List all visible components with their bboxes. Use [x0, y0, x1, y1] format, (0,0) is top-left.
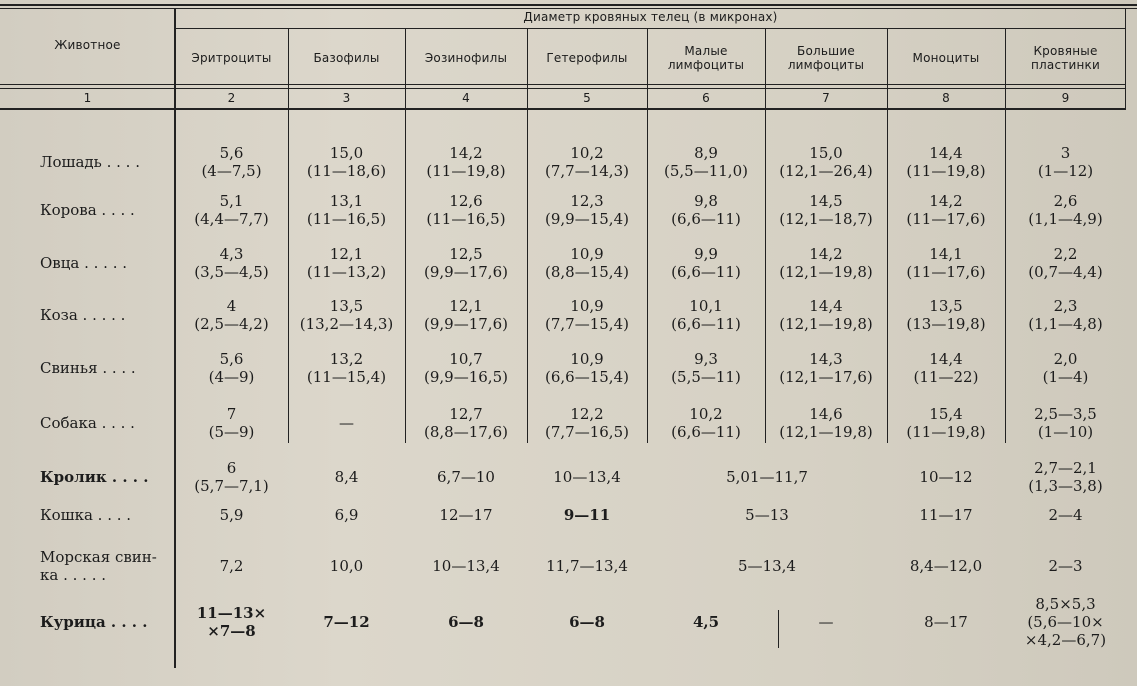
- table-cell: [647, 405, 765, 441]
- cell-line: (11—19,8): [906, 162, 986, 180]
- cell-line: (12,1—18,7): [779, 210, 873, 228]
- table-cell: [288, 144, 405, 180]
- cell-line: 7—12: [323, 613, 370, 631]
- table-cell: [1005, 459, 1126, 495]
- animal-name-line: Корова . . . .: [40, 201, 135, 219]
- cell-line: ×4,2—6,7): [1024, 631, 1107, 649]
- table-cell: [647, 557, 887, 575]
- table-cell: [288, 468, 405, 486]
- cell-line: 5,1: [219, 192, 244, 210]
- table-cell: [527, 350, 647, 386]
- cell-line: 10—13,4: [432, 557, 500, 575]
- animal-column-header: [0, 38, 175, 52]
- cell-line: (4,4—7,7): [194, 210, 269, 228]
- table-cell: [405, 557, 527, 575]
- horizontal-rule: [0, 88, 1126, 89]
- cell-line: 4,5: [692, 613, 720, 631]
- table-cell: [527, 245, 647, 281]
- cell-line: (12,1—19,8): [779, 315, 873, 333]
- horizontal-rule: [0, 8, 1137, 9]
- cell-line: 11—17: [919, 506, 973, 524]
- cell-line: 2,2: [1053, 245, 1078, 263]
- cell-line: (12,1—19,8): [779, 423, 873, 441]
- cell-line: (1,3—3,8): [1028, 477, 1103, 495]
- table-cell: [647, 613, 765, 631]
- column-header-line: пластинки: [1031, 58, 1100, 72]
- table-cell: [647, 245, 765, 281]
- table-cell: [175, 506, 288, 524]
- animal-column-label: Животное: [54, 38, 121, 52]
- table-cell: [765, 144, 887, 180]
- cell-line: 8—17: [924, 613, 968, 631]
- column-header-line: Базофилы: [313, 51, 380, 65]
- table-cell: [887, 144, 1005, 180]
- cell-line: 8,9: [694, 144, 718, 162]
- cell-line: (9,9—15,4): [545, 210, 629, 228]
- cell-line: 13,1: [329, 192, 364, 210]
- cell-line: 8,4: [334, 468, 359, 486]
- table-cell: [175, 192, 288, 228]
- table-cell: [765, 297, 887, 333]
- table-cell: [405, 506, 527, 524]
- cell-line: 8,4—12,0: [909, 557, 983, 575]
- table-cell: [1005, 506, 1126, 524]
- cell-line: (11—17,6): [906, 210, 986, 228]
- cell-line: (6,6—11): [671, 210, 741, 228]
- cell-line: 5,01—11,7: [726, 468, 808, 486]
- table-cell: [527, 144, 647, 180]
- cell-line: (7,7—15,4): [545, 315, 629, 333]
- animal-name: [40, 153, 140, 171]
- column-number: [288, 91, 405, 105]
- cell-line: 12,6: [449, 192, 483, 210]
- column-number: [1005, 91, 1126, 105]
- table-cell: [527, 506, 647, 524]
- cell-line: 14,4: [809, 297, 843, 315]
- table-cell: [765, 405, 887, 441]
- cell-line: (13—19,8): [906, 315, 986, 333]
- table-cell: [175, 557, 288, 575]
- cell-line: 15,4: [929, 405, 963, 423]
- animal-name: [40, 548, 157, 584]
- cell-line: 15,0: [329, 144, 364, 162]
- cell-line: (11—15,4): [306, 368, 387, 386]
- cell-line: (7,7—14,3): [545, 162, 629, 180]
- column-number: [765, 91, 887, 105]
- cell-line: (6,6—11): [671, 423, 741, 441]
- cell-line: (11—17,6): [906, 263, 986, 281]
- horizontal-rule: [0, 108, 1126, 110]
- cell-line: 6—8: [448, 613, 484, 631]
- table-cell: [405, 405, 527, 441]
- cell-line: 14,5: [809, 192, 843, 210]
- cell-line: (11—16,5): [306, 210, 387, 228]
- animal-name-line: Курица . . . .: [40, 613, 148, 631]
- cell-line: 10,9: [570, 350, 604, 368]
- animal-name: [40, 306, 125, 324]
- table-cell: [288, 557, 405, 575]
- table-cell: [887, 405, 1005, 441]
- cell-line: (0,7—4,4): [1028, 263, 1103, 281]
- cell-line: (12,1—17,6): [779, 368, 873, 386]
- column-header-line: Большие: [797, 44, 855, 58]
- animal-name-line: Морская свин-: [40, 548, 157, 566]
- cell-line: 5,9: [219, 506, 244, 524]
- column-header: [405, 51, 527, 65]
- table-cell: [647, 506, 887, 524]
- table-cell: [405, 350, 527, 386]
- table-cell: [887, 468, 1005, 486]
- cell-line: 5,6: [219, 350, 244, 368]
- table-cell: [288, 613, 405, 631]
- cell-line: (1—12): [1037, 162, 1094, 180]
- cell-line: 6: [226, 459, 237, 477]
- table-cell: [1005, 297, 1126, 333]
- animal-name: [40, 506, 131, 524]
- column-header: [647, 44, 765, 72]
- cell-line: 10,2: [689, 405, 723, 423]
- cell-line: (11—19,8): [426, 162, 506, 180]
- column-header: [288, 51, 405, 65]
- table-cell: [288, 414, 405, 432]
- cell-line: (9,9—17,6): [424, 263, 508, 281]
- cell-line: (5,7—7,1): [194, 477, 269, 495]
- table-cell: [1005, 350, 1126, 386]
- cell-line: 10—12: [919, 468, 973, 486]
- table-cell: [175, 144, 288, 180]
- table-cell: [175, 297, 288, 333]
- horizontal-rule: [175, 28, 1126, 29]
- table-cell: [1005, 557, 1126, 575]
- animal-name-line: Лошадь . . . .: [40, 153, 140, 171]
- cell-line: 7,2: [219, 557, 244, 575]
- cell-line: (5—9): [208, 423, 255, 441]
- horizontal-rule: [0, 84, 1126, 85]
- animal-name: [40, 254, 127, 272]
- animal-name-line: ка . . . . .: [40, 566, 106, 584]
- cell-line: 10,9: [570, 297, 604, 315]
- column-number: [0, 91, 175, 105]
- column-number-text: 9: [1061, 91, 1070, 105]
- cell-line: 13,2: [329, 350, 364, 368]
- cell-line: 14,4: [929, 350, 963, 368]
- table-cell: [887, 350, 1005, 386]
- animal-name: [40, 414, 135, 432]
- cell-line: 10,0: [329, 557, 364, 575]
- cell-line: 10,9: [570, 245, 604, 263]
- cell-line: 12,3: [570, 192, 604, 210]
- table-cell: [288, 506, 405, 524]
- table-cell: [647, 192, 765, 228]
- cell-line: 4,3: [219, 245, 244, 263]
- column-number: [175, 91, 288, 105]
- table-cell: [765, 245, 887, 281]
- cell-line: (1—10): [1037, 423, 1094, 441]
- cell-line: (11—13,2): [306, 263, 387, 281]
- cell-line: 12—17: [439, 506, 493, 524]
- cell-line: 14,4: [929, 144, 963, 162]
- cell-line: 2,6: [1053, 192, 1078, 210]
- animal-name-line: Кролик . . . .: [40, 468, 149, 486]
- cell-line: (3,5—4,5): [194, 263, 269, 281]
- cell-line: 12,1: [329, 245, 364, 263]
- column-header: [765, 44, 887, 72]
- cell-line: (11—19,8): [906, 423, 986, 441]
- cell-line: 5—13,4: [738, 557, 796, 575]
- table-cell: [527, 405, 647, 441]
- cell-line: 14,2: [809, 245, 843, 263]
- table-cell: [1005, 405, 1126, 441]
- table-cell: [527, 613, 647, 631]
- group-title: [175, 10, 1126, 24]
- cell-line: 2,7—2,1: [1034, 459, 1097, 477]
- column-number-text: 1: [83, 91, 92, 105]
- horizontal-rule: [0, 4, 1137, 6]
- cell-line: (2,5—4,2): [194, 315, 269, 333]
- table-cell: [405, 468, 527, 486]
- column-number: [647, 91, 765, 105]
- cell-line: 7: [226, 405, 237, 423]
- table-cell: [405, 144, 527, 180]
- cell-line: 2,0: [1053, 350, 1078, 368]
- table-cell: [1005, 245, 1126, 281]
- table-cell: [887, 297, 1005, 333]
- column-number-text: 8: [942, 91, 950, 105]
- cell-line: (6,6—15,4): [545, 368, 629, 386]
- table-cell: [1005, 144, 1126, 180]
- cell-line: (6,6—11): [671, 315, 741, 333]
- column-header: [527, 51, 647, 65]
- cell-line: (11—18,6): [306, 162, 387, 180]
- column-header: [887, 51, 1005, 65]
- column-number-text: 5: [583, 91, 591, 105]
- table-cell: [887, 245, 1005, 281]
- table-cell: [288, 350, 405, 386]
- cell-line: 14,3: [809, 350, 843, 368]
- cell-line: (6,6—11): [671, 263, 741, 281]
- cell-line: 13,5: [329, 297, 364, 315]
- cell-line: 11—13×: [196, 604, 267, 622]
- column-number-text: 7: [822, 91, 830, 105]
- table-cell: [527, 557, 647, 575]
- column-header-line: лимфоциты: [667, 58, 745, 72]
- table-cell: [647, 350, 765, 386]
- animal-name-line: Свинья . . . .: [40, 359, 136, 377]
- cell-line: 9—11: [563, 506, 611, 524]
- cell-line: 12,1: [449, 297, 483, 315]
- cell-line: 2—4: [1048, 506, 1083, 524]
- table-cell: [175, 459, 288, 495]
- table-cell: [527, 192, 647, 228]
- table-cell: [175, 350, 288, 386]
- table-cell: [765, 350, 887, 386]
- table-cell: [175, 604, 288, 640]
- cell-line: (9,9—16,5): [424, 368, 508, 386]
- cell-line: (7,7—16,5): [545, 423, 629, 441]
- cell-line: —: [339, 414, 354, 432]
- table-cell: [527, 297, 647, 333]
- cell-line: (12,1—19,8): [779, 263, 873, 281]
- animal-name-line: Овца . . . . .: [40, 254, 128, 272]
- column-header-line: Эритроциты: [191, 51, 272, 65]
- table-cell: [288, 245, 405, 281]
- table-cell: [527, 468, 647, 486]
- table-cell: [887, 613, 1005, 631]
- cell-line: (1—4): [1042, 368, 1089, 386]
- table-cell: [175, 405, 288, 441]
- cell-line: ×7—8: [207, 622, 256, 640]
- table-cell: [405, 245, 527, 281]
- column-header-line: Гетерофилы: [546, 51, 628, 65]
- table-cell: [1005, 192, 1126, 228]
- cell-line: (12,1—26,4): [779, 162, 873, 180]
- cell-line: 10,7: [449, 350, 483, 368]
- cell-line: (8,8—15,4): [545, 263, 629, 281]
- cell-line: 5,6: [219, 144, 244, 162]
- cell-line: 2,5—3,5: [1034, 405, 1097, 423]
- table-cell: [647, 144, 765, 180]
- animal-name: [40, 359, 136, 377]
- cell-line: (5,5—11): [671, 368, 741, 386]
- table-cell: [647, 297, 765, 333]
- cell-line: 6,7—10: [437, 468, 495, 486]
- cell-line: (1,1—4,8): [1028, 315, 1103, 333]
- column-header: [175, 51, 288, 65]
- animal-name: [40, 468, 148, 486]
- column-number-text: 4: [462, 91, 470, 105]
- cell-line: (4—7,5): [201, 162, 262, 180]
- cell-line: 9,8: [694, 192, 718, 210]
- cell-line: (4—9): [208, 368, 255, 386]
- column-number-text: 6: [702, 91, 710, 105]
- cell-line: (11—22): [913, 368, 979, 386]
- column-header-line: лимфоциты: [787, 58, 865, 72]
- column-header: [1005, 44, 1126, 72]
- column-header-line: Эозинофилы: [424, 51, 508, 65]
- column-number-text: 2: [227, 91, 236, 105]
- cell-line: (5,5—11,0): [664, 162, 748, 180]
- cell-line: 12,2: [570, 405, 604, 423]
- cell-line: 2,3: [1053, 297, 1078, 315]
- cell-line: 3: [1060, 144, 1071, 162]
- table-cell: [175, 245, 288, 281]
- table-cell: [288, 297, 405, 333]
- cell-line: 6—8: [569, 613, 605, 631]
- cell-line: 5—13: [745, 506, 789, 524]
- animal-name-line: Собака . . . .: [40, 414, 135, 432]
- table-cell: [647, 468, 887, 486]
- column-header-line: Кровяные: [1033, 44, 1098, 58]
- animal-name: [40, 613, 147, 631]
- cell-line: (9,9—17,6): [424, 315, 508, 333]
- table-cell: [288, 192, 405, 228]
- cell-line: —: [818, 613, 834, 631]
- table-cell: [1005, 595, 1126, 649]
- cell-line: 14,2: [449, 144, 483, 162]
- cell-line: 12,7: [449, 405, 483, 423]
- cell-line: 2—3: [1048, 557, 1083, 575]
- cell-line: (11—16,5): [426, 210, 506, 228]
- column-number: [405, 91, 527, 105]
- table-cell: [765, 192, 887, 228]
- cell-line: 11,7—13,4: [546, 557, 628, 575]
- cell-line: 4: [226, 297, 237, 315]
- cell-line: 10—13,4: [553, 468, 621, 486]
- column-header-line: Малые: [684, 44, 728, 58]
- table-cell: [405, 297, 527, 333]
- cell-line: (13,2—14,3): [299, 315, 394, 333]
- cell-line: 9,9: [694, 245, 718, 263]
- cell-line: (5,6—10×: [1027, 613, 1104, 631]
- cell-line: 14,6: [809, 405, 843, 423]
- table-cell: [405, 613, 527, 631]
- table-cell: [887, 506, 1005, 524]
- column-number: [527, 91, 647, 105]
- cell-line: 15,0: [809, 144, 843, 162]
- cell-line: 10,2: [570, 144, 604, 162]
- group-title-text: Диаметр кровяных телец (в микронах): [523, 10, 778, 24]
- cell-line: (1,1—4,9): [1028, 210, 1103, 228]
- cell-line: 6,9: [334, 506, 359, 524]
- column-header-line: Моноциты: [912, 51, 980, 65]
- table-cell: [765, 613, 887, 631]
- cell-line: 8,5×5,3: [1035, 595, 1096, 613]
- cell-line: 14,1: [929, 245, 963, 263]
- table-cell: [405, 192, 527, 228]
- column-number-text: 3: [342, 91, 351, 105]
- animal-name-line: Коза . . . . .: [40, 306, 126, 324]
- cell-line: 14,2: [929, 192, 963, 210]
- cell-line: 9,3: [694, 350, 718, 368]
- table-cell: [887, 192, 1005, 228]
- cell-line: 12,5: [449, 245, 483, 263]
- cell-line: (8,8—17,6): [424, 423, 508, 441]
- table-cell: [887, 557, 1005, 575]
- cell-line: 13,5: [929, 297, 963, 315]
- column-number: [887, 91, 1005, 105]
- animal-name-line: Кошка . . . .: [40, 506, 132, 524]
- cell-line: 10,1: [689, 297, 723, 315]
- animal-name: [40, 201, 135, 219]
